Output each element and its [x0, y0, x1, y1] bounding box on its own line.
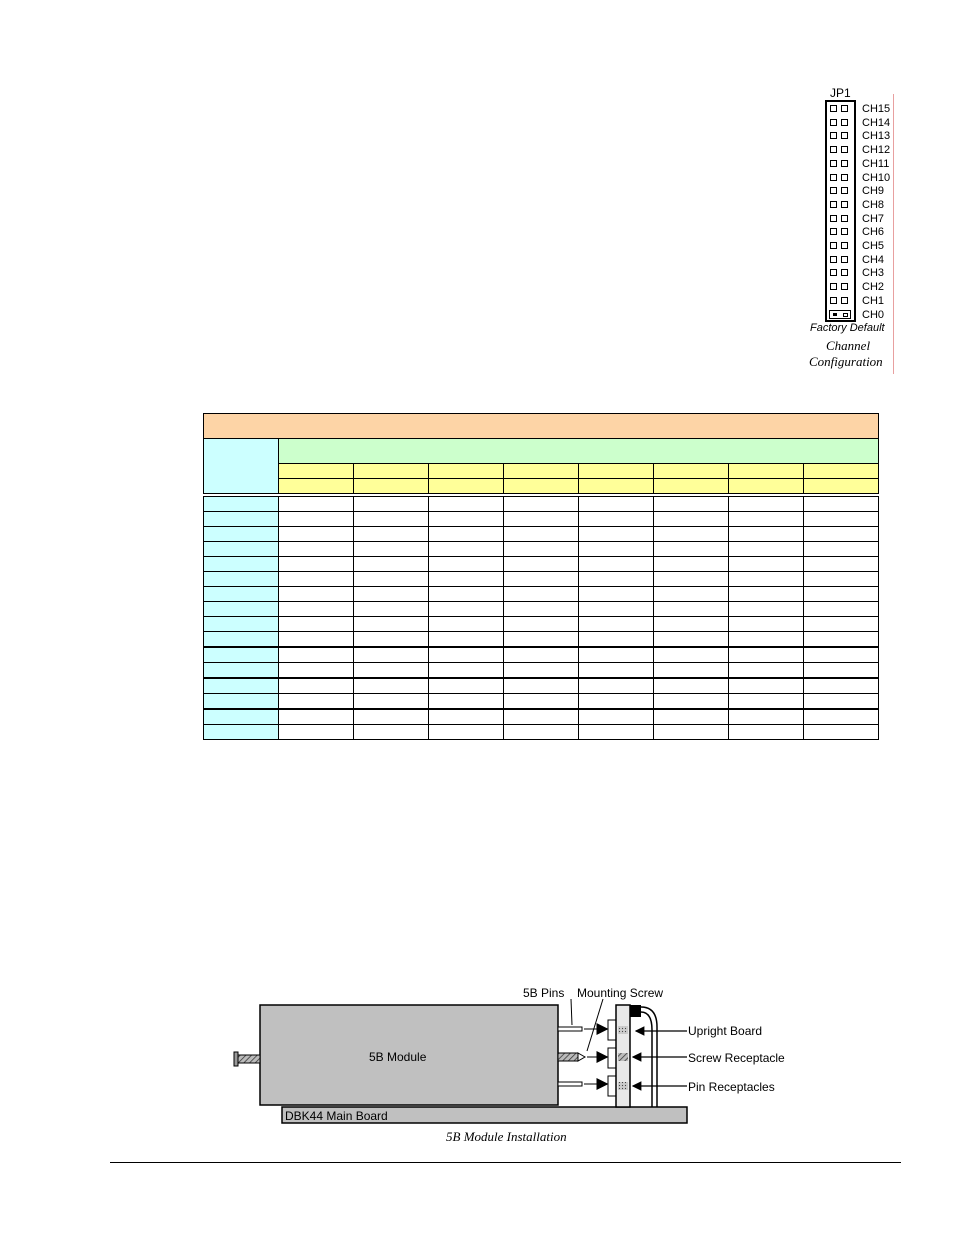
table-row — [204, 647, 879, 663]
row-header-cell — [204, 572, 279, 587]
table-cell — [354, 572, 429, 587]
jumper-row — [805, 280, 900, 294]
table-cell — [429, 497, 504, 512]
row-header-cell — [204, 617, 279, 632]
table-row — [204, 557, 879, 572]
table-cell — [504, 647, 579, 663]
upright-board-label: Upright Board — [688, 1024, 763, 1038]
table-cell — [579, 512, 654, 527]
column-header-cell — [654, 464, 729, 479]
column-header-cell — [429, 464, 504, 479]
table-cell — [354, 632, 429, 648]
row-header-cell — [204, 725, 279, 740]
table-cell — [729, 694, 804, 710]
channel-label: CH8 — [862, 198, 885, 211]
table-title-row — [204, 414, 879, 439]
table-row — [204, 587, 879, 602]
table-cell — [429, 557, 504, 572]
table-row — [204, 663, 879, 679]
jumper-row — [805, 102, 900, 116]
table-cell — [804, 647, 879, 663]
jumper-pin-icon — [830, 187, 837, 194]
table-cell — [654, 647, 729, 663]
jumper-row — [805, 143, 900, 157]
table-cell — [279, 632, 354, 648]
row-header-cell — [204, 602, 279, 617]
table-cell — [354, 527, 429, 542]
channel-label: CH10 — [862, 171, 891, 184]
table-cell — [504, 632, 579, 648]
table-cell — [579, 527, 654, 542]
table-cell — [654, 663, 729, 679]
channel-label: CH9 — [862, 185, 885, 198]
column-header-cell — [279, 464, 354, 479]
table-cell — [804, 497, 879, 512]
jumper-pin-icon — [830, 160, 837, 167]
channel-label: CH1 — [862, 294, 885, 307]
channel-label: CH2 — [862, 281, 885, 294]
footer-rule — [110, 1162, 901, 1163]
column-header-row-2 — [204, 479, 879, 494]
table-cell — [654, 632, 729, 648]
jumper-row — [805, 239, 900, 253]
table-cell — [279, 678, 354, 694]
table-cell — [579, 497, 654, 512]
jumper-pin-icon — [841, 242, 848, 249]
table-cell — [504, 602, 579, 617]
table-cell — [654, 527, 729, 542]
table-cell — [504, 587, 579, 602]
table-cell — [504, 497, 579, 512]
table-cell — [729, 678, 804, 694]
row-header-cell — [204, 663, 279, 679]
table-cell — [504, 542, 579, 557]
table-cell — [729, 725, 804, 740]
table-cell — [579, 557, 654, 572]
table-cell — [279, 512, 354, 527]
column-header-cell — [654, 479, 729, 494]
table-cell — [279, 617, 354, 632]
table-cell — [579, 725, 654, 740]
jumper-pin-icon — [830, 269, 837, 276]
table-cell — [279, 497, 354, 512]
jumper-pin-icon — [841, 201, 848, 208]
channel-label: CH4 — [862, 253, 885, 266]
column-header-cell — [579, 464, 654, 479]
jumper-pin-icon — [841, 146, 848, 153]
row-header-cell — [204, 709, 279, 725]
table-cell — [804, 527, 879, 542]
table-cell — [354, 587, 429, 602]
column-header-cell — [579, 479, 654, 494]
channel-label: CH15 — [862, 103, 891, 115]
table-cell — [354, 602, 429, 617]
column-header-row-1 — [204, 464, 879, 479]
table-cell — [654, 557, 729, 572]
table-cell — [579, 663, 654, 679]
table-cell — [729, 709, 804, 725]
table-cell — [729, 527, 804, 542]
jumper-pin-icon — [841, 132, 848, 139]
column-header-cell — [729, 464, 804, 479]
jumper-pin-icon — [830, 146, 837, 153]
table-cell — [729, 572, 804, 587]
table-cell — [729, 632, 804, 648]
table-row — [204, 542, 879, 557]
column-header-cell — [504, 464, 579, 479]
jumper-pin-icon — [841, 105, 848, 112]
jumper-row — [805, 129, 900, 143]
column-group-header — [279, 439, 879, 464]
jumper-pin-icon — [841, 297, 848, 304]
table-cell — [504, 694, 579, 710]
table-row — [204, 527, 879, 542]
jumper-pin-icon — [841, 283, 848, 290]
jumper-row — [805, 198, 900, 212]
table-cell — [429, 602, 504, 617]
channel-label: CH14 — [862, 116, 891, 129]
row-header-cell — [204, 527, 279, 542]
table-cell — [654, 542, 729, 557]
table-row — [204, 497, 879, 512]
table-cell — [429, 663, 504, 679]
table-cell — [279, 587, 354, 602]
table-cell — [729, 542, 804, 557]
table-cell — [579, 709, 654, 725]
table-row — [204, 694, 879, 710]
table-cell — [729, 617, 804, 632]
table-cell — [729, 647, 804, 663]
column-header-cell — [804, 479, 879, 494]
table-cell — [504, 557, 579, 572]
table-cell — [354, 663, 429, 679]
row-header-cell — [204, 587, 279, 602]
row-header-cell — [204, 694, 279, 710]
table-cell — [804, 572, 879, 587]
table-row — [204, 709, 879, 725]
channel-configuration-table — [203, 413, 879, 740]
table-cell — [579, 678, 654, 694]
table-cell — [279, 725, 354, 740]
table-cell — [354, 725, 429, 740]
table-cell — [804, 602, 879, 617]
jumper-pin-icon — [830, 256, 837, 263]
jumper-pin-icon — [830, 119, 837, 126]
table-cell — [804, 632, 879, 648]
table-cell — [804, 512, 879, 527]
table-header-row-1 — [204, 439, 879, 464]
figure-caption-line1: Channel — [826, 338, 871, 353]
channel-label: CH11 — [862, 157, 890, 170]
installation-drawing — [225, 985, 825, 1150]
row-header-cell — [204, 557, 279, 572]
table-cell — [654, 587, 729, 602]
table-title-cell — [204, 414, 879, 439]
table-row — [204, 572, 879, 587]
row-header-column-title — [204, 439, 279, 494]
table-row — [204, 678, 879, 694]
jumper-row — [805, 266, 900, 280]
jumper-row — [805, 171, 900, 185]
column-header-cell — [429, 479, 504, 494]
table-cell — [429, 512, 504, 527]
table-cell — [279, 663, 354, 679]
table-row — [204, 512, 879, 527]
table-cell — [579, 602, 654, 617]
jumper-pin-icon — [841, 160, 848, 167]
channel-label: CH5 — [862, 240, 885, 252]
table-cell — [504, 617, 579, 632]
table-cell — [804, 694, 879, 710]
table-row — [204, 725, 879, 740]
table-cell — [804, 725, 879, 740]
table-cell — [654, 709, 729, 725]
column-header-cell — [354, 464, 429, 479]
jumper-row — [805, 116, 900, 130]
table-cell — [654, 617, 729, 632]
column-header-cell — [504, 479, 579, 494]
table-cell — [504, 512, 579, 527]
table-cell — [279, 602, 354, 617]
table-cell — [804, 617, 879, 632]
table-cell — [429, 725, 504, 740]
table-cell — [729, 512, 804, 527]
jumper-row — [805, 294, 900, 308]
table-cell — [729, 602, 804, 617]
jumper-pin-icon — [830, 105, 837, 112]
table-cell — [654, 725, 729, 740]
table-cell — [504, 572, 579, 587]
table-cell — [579, 647, 654, 663]
jumper-row — [805, 184, 900, 198]
table-cell — [804, 678, 879, 694]
table-cell — [504, 527, 579, 542]
table-cell — [429, 709, 504, 725]
table-cell — [279, 709, 354, 725]
table-cell — [429, 542, 504, 557]
table-cell — [429, 694, 504, 710]
table-cell — [504, 663, 579, 679]
table-cell — [504, 709, 579, 725]
channel-label: CH6 — [862, 226, 885, 239]
jumper-row — [805, 308, 900, 322]
table-cell — [279, 527, 354, 542]
table-cell — [579, 542, 654, 557]
jumper-pin-icon — [841, 256, 848, 263]
column-header-cell — [354, 479, 429, 494]
table-cell — [354, 512, 429, 527]
table-cell — [729, 587, 804, 602]
row-header-cell — [204, 497, 279, 512]
factory-default-label: Factory Default — [810, 322, 885, 334]
mounting-screw-shape — [558, 1053, 585, 1061]
jp1-channel-configuration-figure — [805, 86, 900, 376]
screw-leader — [587, 999, 603, 1051]
jumper-pin-icon — [830, 201, 837, 208]
main-board-label: DBK44 Main Board — [285, 1109, 388, 1123]
column-header-cell — [279, 479, 354, 494]
channel-label: CH0 — [862, 308, 885, 321]
table-cell — [729, 557, 804, 572]
figure-caption-line2: Configuration — [809, 354, 883, 369]
table-cell — [579, 632, 654, 648]
table-cell — [579, 572, 654, 587]
table-cell — [279, 647, 354, 663]
table-cell — [354, 647, 429, 663]
table-cell — [804, 557, 879, 572]
jumper-pin-icon — [841, 269, 848, 276]
table-cell — [729, 497, 804, 512]
row-header-cell — [204, 512, 279, 527]
5b-module-installation-figure — [225, 985, 825, 1150]
channel-label: CH7 — [862, 212, 885, 225]
column-header-cell — [729, 479, 804, 494]
jumper-pin-icon — [841, 228, 848, 235]
table-cell — [354, 542, 429, 557]
table-cell — [654, 678, 729, 694]
pins-label: 5B Pins — [523, 986, 565, 1000]
table-row — [204, 632, 879, 648]
table-cell — [579, 694, 654, 710]
column-header-cell — [804, 464, 879, 479]
table-cell — [804, 587, 879, 602]
table-cell — [804, 542, 879, 557]
jumper-pin-icon — [830, 297, 837, 304]
table-cell — [729, 663, 804, 679]
jumper-pin-icon — [841, 119, 848, 126]
table-cell — [354, 709, 429, 725]
table-row — [204, 602, 879, 617]
table-cell — [429, 527, 504, 542]
jumper-row — [805, 253, 900, 267]
row-header-cell — [204, 678, 279, 694]
jumper-pin-icon — [830, 242, 837, 249]
jumper-row — [805, 225, 900, 239]
table-cell — [279, 557, 354, 572]
table-cell — [354, 557, 429, 572]
table-cell — [579, 587, 654, 602]
jumper-pin-icon — [830, 132, 837, 139]
table-cell — [354, 497, 429, 512]
table-cell — [279, 542, 354, 557]
row-header-cell — [204, 632, 279, 648]
channel-label: CH13 — [862, 130, 891, 143]
pin-receptacles-label: Pin Receptacles — [688, 1080, 775, 1094]
table-cell — [429, 587, 504, 602]
table-cell — [804, 663, 879, 679]
row-header-cell — [204, 542, 279, 557]
jumper-pin-icon — [830, 215, 837, 222]
jumper-pin-icon — [841, 215, 848, 222]
table-body — [204, 414, 879, 740]
jumper-pin-icon — [830, 283, 837, 290]
jumper-pin-icon — [841, 174, 848, 181]
table-cell — [429, 678, 504, 694]
table-cell — [279, 694, 354, 710]
pins-leader — [571, 999, 572, 1025]
table-cell — [429, 647, 504, 663]
table-cell — [654, 497, 729, 512]
table-cell — [804, 709, 879, 725]
jumper-shunt-icon — [829, 310, 851, 319]
channel-label: CH3 — [862, 267, 885, 280]
jumper-pin-icon — [841, 187, 848, 194]
channel-label: CH12 — [862, 144, 891, 157]
left-screw-shape — [234, 1052, 260, 1066]
table-cell — [429, 617, 504, 632]
table-cell — [279, 572, 354, 587]
row-header-cell — [204, 647, 279, 663]
table-cell — [429, 632, 504, 648]
table-cell — [579, 617, 654, 632]
table-cell — [654, 602, 729, 617]
mounting-screw-label: Mounting Screw — [577, 986, 664, 1000]
table-cell — [354, 617, 429, 632]
module-label: 5B Module — [369, 1050, 427, 1064]
upright-board-shape — [608, 1005, 657, 1107]
screw-receptacle-label: Screw Receptacle — [688, 1051, 785, 1065]
figure-caption: 5B Module Installation — [446, 1129, 567, 1144]
table-cell — [354, 678, 429, 694]
jumper-pin-icon — [830, 228, 837, 235]
table-cell — [654, 572, 729, 587]
table-cell — [354, 694, 429, 710]
jp1-title: JP1 — [830, 86, 851, 100]
jumper-row — [805, 212, 900, 226]
table-cell — [504, 678, 579, 694]
table-cell — [654, 694, 729, 710]
table-row — [204, 617, 879, 632]
jumper-row — [805, 157, 900, 171]
jumper-pin-icon — [830, 174, 837, 181]
table-cell — [429, 572, 504, 587]
table-cell — [654, 512, 729, 527]
table-cell — [504, 725, 579, 740]
